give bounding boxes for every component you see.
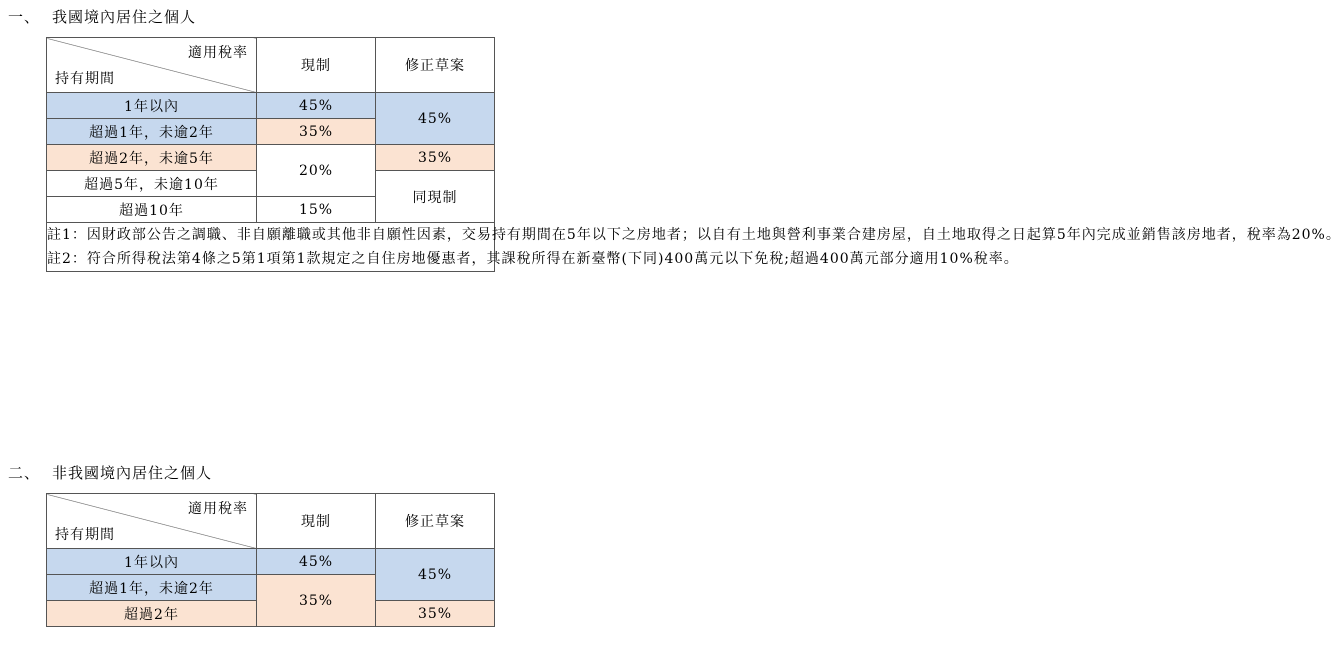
corner-header-cell [47, 494, 257, 549]
period-cell: 1年以內 [47, 93, 257, 119]
section2-tax-table [46, 493, 495, 627]
current-rate-cell: 35% [257, 575, 376, 627]
current-rate-cell: 45% [257, 93, 376, 119]
current-rate-cell: 20% [257, 145, 376, 197]
holding-period-header: 持有期間 [55, 527, 115, 543]
holding-period-header: 持有期間 [55, 71, 115, 87]
proposed-rate-cell: 35% [376, 145, 495, 171]
proposed-rate-cell: 45% [376, 549, 495, 601]
notes-row [47, 223, 495, 272]
section2-title-text: 非我國境內居住之個人 [52, 464, 213, 482]
current-rate-cell: 45% [257, 549, 376, 575]
period-cell: 超過2年 [47, 601, 257, 627]
section1-tax-table [46, 37, 1341, 272]
current-rate-cell: 15% [257, 197, 376, 223]
period-cell: 1年以內 [47, 549, 257, 575]
tax-rate-header: 適用稅率 [188, 501, 248, 517]
section1-title [8, 6, 196, 27]
proposed-draft-header: 修正草案 [376, 494, 495, 549]
note-text: 因財政部公告之調職、非自願離職或其他非自願性因素，交易持有期間在5年以下之房地者；以自有土地與營利事業合建房屋，自土地取得之日起算5年內完成並銷售該房地者，稅率為20%。 [86, 227, 1341, 243]
note-text: 符合所得稅法第4條之5第1項第1款規定之自住房地優惠者，其課稅所得在新臺幣(下同)400萬元以下免稅;超過400萬元部分適用10%稅率。 [86, 251, 1019, 267]
tax-rate-header: 適用稅率 [188, 45, 248, 61]
proposed-draft-header: 修正草案 [376, 38, 495, 93]
table-row [47, 145, 495, 171]
notes-cell [47, 223, 1341, 272]
period-cell: 超過1年，未逾2年 [47, 119, 257, 145]
section2-number: 二、 [8, 464, 41, 482]
note-1 [47, 223, 1341, 247]
note-label: 註1： [47, 227, 87, 243]
period-cell: 超過5年，未逾10年 [47, 171, 257, 197]
current-system-header: 現制 [257, 494, 376, 549]
period-cell: 超過10年 [47, 197, 257, 223]
section2-title [8, 462, 212, 483]
section1-number: 一、 [8, 8, 41, 26]
table-row [47, 549, 495, 575]
table-header-row [47, 38, 495, 93]
corner-header-cell [47, 38, 257, 93]
table-row [47, 93, 495, 119]
note-2 [47, 247, 1019, 271]
current-system-header: 現制 [257, 38, 376, 93]
current-rate-cell: 35% [257, 119, 376, 145]
proposed-rate-cell: 同現制 [376, 171, 495, 223]
proposed-rate-cell: 35% [376, 601, 495, 627]
section1-title-text: 我國境內居住之個人 [52, 8, 197, 26]
proposed-rate-cell: 45% [376, 93, 495, 145]
period-cell: 超過2年，未逾5年 [47, 145, 257, 171]
table-header-row [47, 494, 495, 549]
period-cell: 超過1年，未逾2年 [47, 575, 257, 601]
note-label: 註2： [47, 251, 87, 267]
